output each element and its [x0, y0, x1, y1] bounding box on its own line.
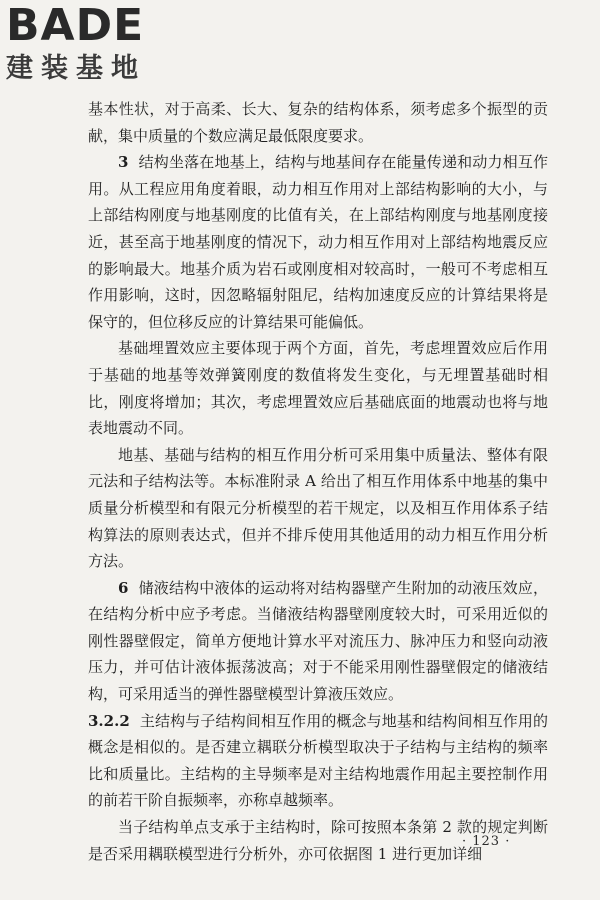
paragraph: [88, 149, 548, 335]
clause-number: 6: [118, 578, 129, 597]
clause-number: 3: [118, 153, 129, 172]
paragraph: [88, 708, 548, 814]
bade-logo: [6, 0, 176, 86]
paragraph-text: 结构坐落在地基上，结构与地基间存在能量传递和动力相互作用。从工程应用角度着眼，动力相互作用对上部结构影响的大小，与上部结构刚度与地基刚度的比值有关，在上部结构刚度与地基刚度接近，甚至高于地基刚度的情况下，动力相互作用对上部结构地震反应的影响最大。地基介质为岩石或刚度相对较高时，一般可不考虑相互作用影响，这时，因忽略辐射阻尼，结构加速度反应的计算结果将是保守的，但位移反应的计算结果可能偏低。: [88, 153, 548, 331]
paragraph-text: 储液结构中液体的运动将对结构器壁产生附加的动液压效应，在结构分析中应予考虑。当储液结构器壁刚度较大时，可采用近似的刚性器壁假定，简单方便地计算水平对流压力、脉冲压力和竖向动液压力，并可估计液体振荡波高；对于不能采用刚性器壁假定的储液结构，可采用适当的弹性器壁模型计算液压效应。: [88, 578, 548, 704]
paragraph-text: 地基、基础与结构的相互作用分析可采用集中质量法、整体有限元法和子结构法等。本标准附录 A 给出了相互作用体系中地基的集中质量分析模型和有限元分析模型的若干规定，以及相互作用体系子结构算法的原则表达式，但并不排斥使用其他适用的动力相互作用分析方法。: [88, 445, 548, 571]
page-body: [88, 96, 548, 867]
clause-number: 3.2.2: [88, 711, 130, 730]
paragraph-text: 当子结构单点支承于主结构时，除可按照本条第 2 款的规定判断是否采用耦联模型进行分析外，亦可依据图 1 进行更加详细: [88, 818, 548, 863]
paragraph-text: 主结构与子结构间相互作用的概念与地基和结构间相互作用的概念是相似的。是否建立耦联分析模型取决于子结构与主结构的频率比和质量比。主结构的主导频率是对主结构地震作用起主要控制作用的前若干阶自振频率，亦称卓越频率。: [88, 711, 548, 810]
paragraph: [88, 575, 548, 708]
paragraph: [88, 335, 548, 441]
paragraph-text: 基础埋置效应主要体现于两个方面，首先，考虑埋置效应后作用于基础的地基等效弹簧刚度的数值将发生变化，与无埋置基础时相比，刚度将增加；其次，考虑埋置效应后基础底面的地震动也将与地表地震动不同。: [88, 339, 548, 438]
logo-subtitle: 建装基地: [6, 53, 146, 84]
paragraph: [88, 96, 548, 149]
paragraph-text: 基本性状，对于高柔、长大、复杂的结构体系，须考虑多个振型的贡献，集中质量的个数应满足最低限度要求。: [88, 100, 548, 145]
page-number: · 123 ·: [462, 834, 511, 849]
logo-mark: BADE: [6, 0, 145, 51]
paragraph: [88, 442, 548, 575]
